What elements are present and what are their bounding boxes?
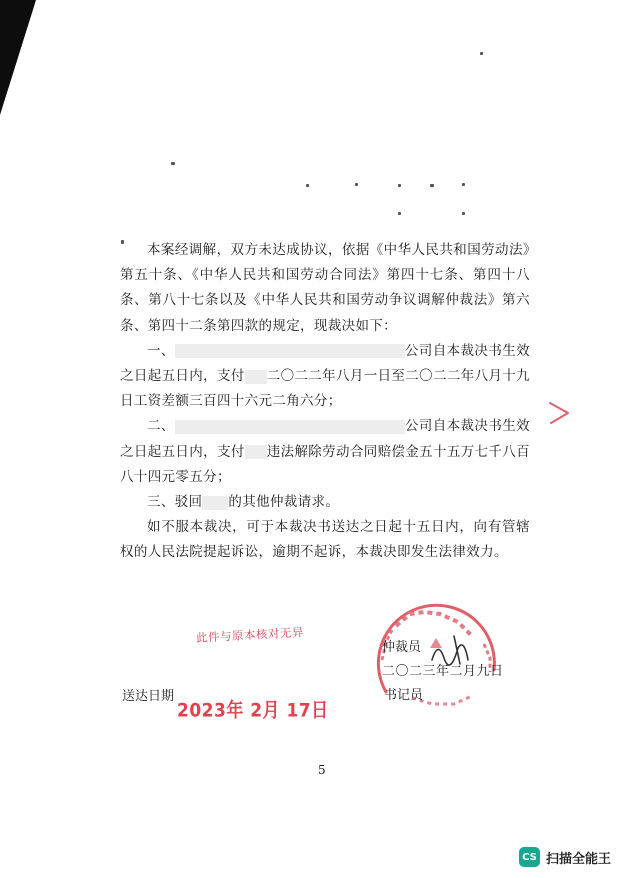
ruling-1-number: 一、 [147, 342, 175, 359]
appeal-notice: 如不服本裁决，可于本裁决书送达之日起十五日内，向有管辖权的人民法院提起诉讼，逾期不起诉，本裁决即发生法律效力。 [120, 519, 530, 561]
scan-speck [462, 212, 465, 215]
ruling-2-text-b: 违法解除劳动合同赔偿金五十五万七千八百八十四元零五分； [120, 443, 530, 485]
scan-speck [480, 52, 483, 55]
redacted-party [202, 496, 228, 510]
scan-speck [355, 183, 358, 186]
ruling-1-text-a: 公司自本裁决书生效之日起五日内，支付 [120, 342, 531, 385]
decision-date: 二〇二三年二月九日 [382, 664, 504, 679]
ruling-2-number: 二、 [147, 418, 175, 435]
arbitrator-label: 仲裁员 [382, 640, 422, 655]
redacted-party [175, 420, 405, 434]
scanner-app-name: 扫描全能王 [546, 851, 612, 867]
scanner-watermark [519, 846, 611, 868]
redacted-party [245, 445, 267, 459]
scan-speck [171, 162, 175, 165]
ruling-3-text-a: 三、驳回 [147, 494, 203, 511]
ruling-3-text-b: 的其他仲裁请求。 [228, 494, 340, 511]
ruling-1-text-b: 二〇二二年八月一日至二〇二二年八月十九日工资差额三百四十六元二角六分； [120, 368, 530, 410]
service-date-stamp: 2023年 2月 17日 [177, 699, 329, 722]
page-number: 5 [318, 763, 326, 777]
ruling-item-3 [120, 490, 530, 515]
scan-speck [430, 184, 434, 187]
camscanner-logo-icon: CS [519, 847, 540, 867]
certification-stamp: 此件与原本核对无异 [195, 625, 305, 645]
scan-corner-shadow [0, 0, 36, 115]
scan-speck [462, 183, 465, 186]
legal-basis-paragraph: 本案经调解，双方未达成协议，依据《中华人民共和国劳动法》第五十条、《中华人民共和国劳动合同法》第四十七条、第四十八条、第八十七条以及《中华人民共和国劳动争议调解仲裁法》第六条、第四十二条第四款的规定，现裁决如下： [120, 242, 530, 334]
service-date-label: 送达日期 [122, 689, 175, 704]
scan-speck [306, 184, 309, 187]
ruling-body [120, 238, 530, 566]
scan-speck [398, 212, 401, 215]
side-pencil-mark [546, 400, 572, 426]
ruling-item-1 [120, 339, 530, 415]
scan-speck [398, 184, 401, 187]
ruling-2-text-a: 公司自本裁决书生效之日起五日内，支付 [120, 418, 531, 460]
ruling-item-2 [120, 414, 530, 490]
redacted-party [245, 370, 267, 384]
redacted-party [175, 344, 405, 358]
clerk-label: 书记员 [384, 688, 424, 703]
